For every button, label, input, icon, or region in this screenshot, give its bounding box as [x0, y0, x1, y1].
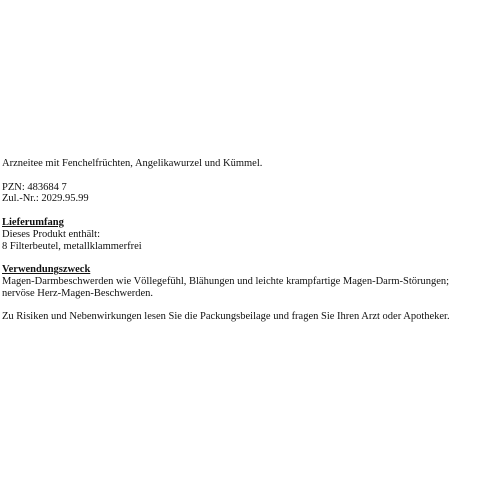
lieferumfang-line: Dieses Produkt enthält:	[2, 228, 100, 240]
product-description: Arzneitee mit Fenchelfrüchten, Angelikawurzel und Kümmel.	[2, 158, 263, 169]
spacer	[2, 170, 487, 182]
spacer	[2, 252, 487, 264]
verwendungszweck-line: nervöse Herz-Magen-Beschwerden.	[2, 287, 154, 299]
spacer	[2, 300, 487, 312]
lieferumfang-heading: Lieferumfang	[2, 216, 64, 228]
verwendungszweck-line: Magen-Darmbeschwerden wie Völlegefühl, Blähungen und leichte krampfartige Magen-Darm-Störungen;	[2, 275, 450, 287]
pzn-number: PZN: 483684 7	[2, 181, 67, 193]
spacer	[2, 205, 487, 217]
lieferumfang-line: 8 Filterbeutel, metallklammerfrei	[2, 240, 142, 252]
verwendungszweck-heading: Verwendungszweck	[2, 264, 91, 276]
risk-disclaimer: Zu Risiken und Nebenwirkungen lesen Sie die Packungsbeilage und fragen Sie Ihren Arzt oder Apotheker.	[2, 311, 450, 323]
zul-number: Zul.-Nr.: 2029.95.99	[2, 193, 89, 205]
